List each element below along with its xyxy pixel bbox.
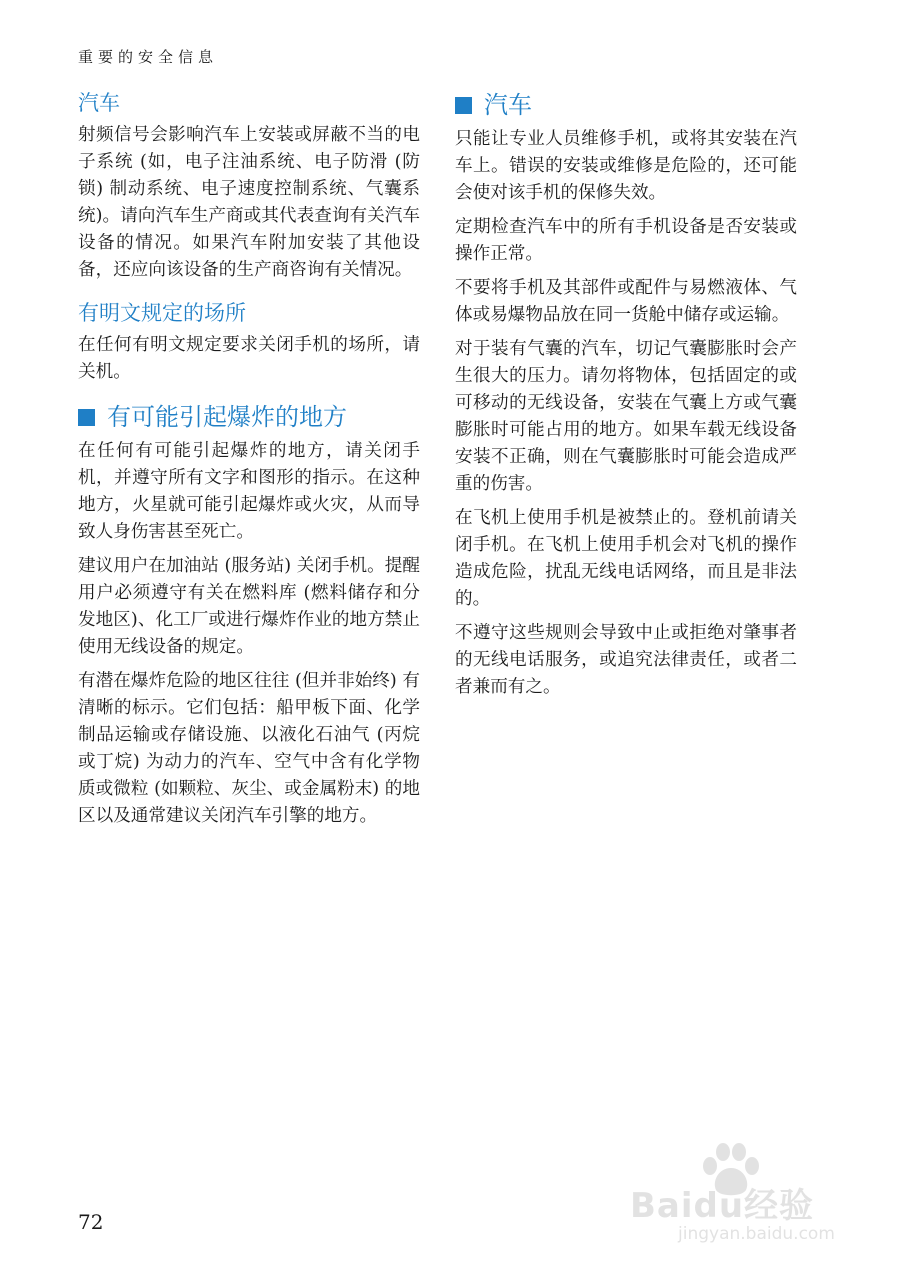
right-column [455, 88, 797, 715]
watermark-url: jingyan.baidu.com [678, 1224, 835, 1244]
section-heading-vehicle: 汽车 [78, 91, 120, 115]
section-heading-posted-facilities: 有明文规定的场所 [78, 301, 246, 325]
paragraph: 不遵守这些规则会导致中止或拒绝对肇事者的无线电话服务，或追究法律责任，或者二者兼而有之。 [455, 623, 797, 697]
section-explosive-areas [78, 400, 420, 830]
section-heading-explosive-areas [78, 400, 420, 434]
paragraph: 在飞机上使用手机是被禁止的。登机前请关闭手机。在飞机上使用手机会对飞机的操作造成危险，扰乱无线电话网络，而且是非法的。 [455, 508, 797, 609]
paragraph: 在任何有明文规定要求关闭手机的场所，请关机。 [78, 335, 420, 382]
paragraph: 射频信号会影响汽车上安装或屏蔽不当的电子系统 (如，电子注油系统、电子防滑 (防锁) 制动系统、电子速度控制系统、气囊系统)。请向汽车生产商或其代表查询有关汽车设备的情况。如果汽车附加安装了其他设备，还应向该设备的生产商咨询有关情况。 [78, 125, 420, 280]
blue-square-icon [78, 409, 95, 426]
paragraph: 有潜在爆炸危险的地区往往 (但并非始终) 有清晰的标示。它们包括：船甲板下面、化学制品运输或存储设施、以液化石油气 (丙烷或丁烷) 为动力的汽车、空气中含有化学物质或微粒 (如颗粒、灰尘、或金属粉末) 的地区以及通常建议关闭汽车引擎的地方。 [78, 671, 420, 826]
watermark-brand: Baidu经验 [630, 1186, 815, 1226]
section-heading-vehicle-major [455, 88, 797, 122]
watermark [630, 1140, 860, 1260]
blue-square-icon [455, 97, 472, 114]
paragraph: 在任何有可能引起爆炸的地方，请关闭手机，并遵守所有文字和图形的指示。在这种地方，火星就可能引起爆炸或火灾，从而导致人身伤害甚至死亡。 [78, 441, 420, 542]
paragraph: 定期检查汽车中的所有手机设备是否安装或操作正常。 [455, 217, 797, 264]
section-vehicle-major [455, 88, 797, 701]
section-heading-text: 汽车 [484, 91, 532, 119]
running-header: 重要的安全信息 [78, 48, 219, 66]
paragraph: 建议用户在加油站 (服务站) 关闭手机。提醒用户必须遵守有关在燃料库 (燃料储存和分发地区)、化工厂或进行爆炸作业的地方禁止使用无线设备的规定。 [78, 556, 420, 657]
paragraph: 对于装有气囊的汽车，切记气囊膨胀时会产生很大的压力。请勿将物体，包括固定的或可移动的无线设备，安装在气囊上方或气囊膨胀时可能占用的地方。如果车载无线设备安装不正确，则在气囊膨胀时可能会造成严重的伤害。 [455, 339, 797, 494]
paragraph: 只能让专业人员维修手机，或将其安装在汽车上。错误的安装或维修是危险的，还可能会使对该手机的保修失效。 [455, 129, 797, 203]
left-column [78, 88, 420, 844]
section-posted-facilities [78, 298, 420, 386]
paragraph: 不要将手机及其部件或配件与易燃液体、气体或易爆物品放在同一货舱中储存或运输。 [455, 278, 797, 325]
section-vehicle [78, 88, 420, 284]
section-heading-text: 有可能引起爆炸的地方 [107, 403, 347, 431]
page-number: 72 [78, 1210, 104, 1234]
